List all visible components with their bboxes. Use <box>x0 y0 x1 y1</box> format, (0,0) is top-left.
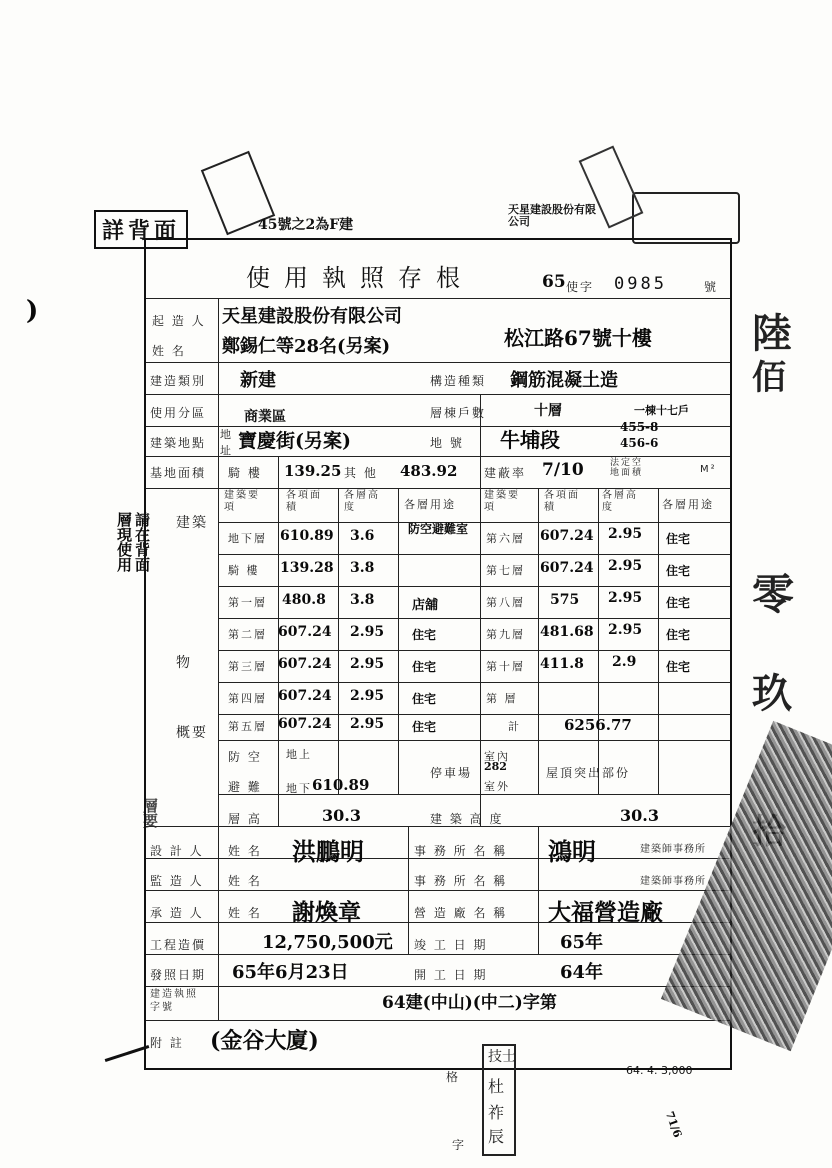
label-location: 建築地點 <box>150 436 207 450</box>
label-designer-name: 姓 名 <box>228 844 262 858</box>
arcade-area: 139.25 <box>284 462 342 480</box>
col-use-2: 各層用途 <box>662 498 714 511</box>
f8-area: 575 <box>550 592 580 608</box>
floor-5: 第五層 <box>228 720 267 733</box>
label-base-area: 基地面積 <box>150 466 207 480</box>
building-height-value: 30.3 <box>620 806 659 825</box>
indoor-parking: 282 <box>484 760 507 773</box>
col-item-2: 建築要項 <box>484 490 520 513</box>
f6-use: 住宅 <box>666 532 691 546</box>
permit-number: 0985 <box>614 274 667 294</box>
zone-value: 商業區 <box>244 409 286 425</box>
f2-use: 住宅 <box>412 628 437 642</box>
floor-9: 第九層 <box>486 628 525 641</box>
lot-no-2: 456-6 <box>620 436 659 450</box>
label-designer-office: 事 務 所 名 稱 <box>414 844 508 858</box>
footer-stamp-3: 祚 <box>488 1103 505 1122</box>
footer-char-1: 格 <box>446 1070 461 1084</box>
number-label: 使字 <box>566 280 595 294</box>
floor-height-value: 30.3 <box>322 806 361 825</box>
builder-address: 松江路67號十樓 <box>504 326 652 350</box>
designer-name: 洪鵬明 <box>292 837 364 866</box>
f9-area: 481.68 <box>540 624 594 640</box>
f2-height: 2.95 <box>350 624 385 640</box>
col-use: 各層用途 <box>404 498 456 511</box>
date-stamp <box>632 192 740 244</box>
label-lot: 地 號 <box>430 436 464 450</box>
builder-company: 天星建設股份有限公司 <box>222 306 402 327</box>
basement-area: 610.89 <box>280 528 334 544</box>
f4-use: 住宅 <box>412 692 437 706</box>
label-contractor-factory: 營 造 廠 名 稱 <box>414 906 508 920</box>
label-cost: 工程造價 <box>150 938 207 952</box>
label-addr-di: 地 <box>220 428 233 441</box>
label-addr-zhi: 址 <box>220 444 233 457</box>
label-contractor-name: 姓 名 <box>228 906 262 920</box>
arcade-row-area: 139.28 <box>280 560 334 576</box>
f2-area: 607.24 <box>278 624 332 640</box>
margin-char-1: 陸 <box>752 310 792 357</box>
basement-use: 防空避難室 <box>408 522 469 536</box>
designer-office: 鴻明 <box>548 837 596 866</box>
label-permit-no: 建造執照字號 <box>150 989 198 1013</box>
structure-value: 鋼筋混凝土造 <box>510 370 618 391</box>
f7-area: 607.24 <box>540 560 594 576</box>
detail-stamp: 詳背面 <box>94 210 188 249</box>
label-supervisor-office: 事 務 所 名 稱 <box>414 874 508 888</box>
label-parking: 停車場 <box>430 766 473 780</box>
label-issue-date: 發照日期 <box>150 968 207 982</box>
cost-value: 12,750,500元 <box>262 932 393 953</box>
label-building-height: 建 築 高 度 <box>430 812 504 826</box>
footer-stamp-2: 杜 <box>488 1077 505 1096</box>
col-area-2: 各項面積 <box>544 490 580 513</box>
margin-char-4: 玖 <box>752 670 792 717</box>
lot-no-1: 455-8 <box>620 420 659 434</box>
side-label-top: 建築 <box>176 515 208 531</box>
f7-height: 2.95 <box>608 558 643 574</box>
label-floor-height: 層 高 <box>228 812 262 826</box>
floor-1: 第一層 <box>228 596 267 609</box>
floor-4: 第四層 <box>228 692 267 705</box>
label-coverage: 建蔽率 <box>484 466 527 480</box>
f5-height: 2.95 <box>350 716 385 732</box>
margin-bracket: ) <box>26 296 39 326</box>
f1-height: 3.8 <box>350 592 375 608</box>
issue-date-value: 65年6月23日 <box>232 962 349 983</box>
label-civil-ground: 地上 <box>286 748 312 761</box>
other-area: 483.92 <box>400 462 458 480</box>
floor-8: 第八層 <box>486 596 525 609</box>
label-outdoor: 室外 <box>484 780 510 793</box>
f10-area: 411.8 <box>540 656 584 672</box>
f3-use: 住宅 <box>412 660 437 674</box>
label-indoor: 室內 <box>484 750 510 763</box>
label-supervisor-name: 姓 名 <box>228 874 262 888</box>
location-address: 寶慶街(另案) <box>238 430 351 452</box>
footer-note: 71/6 <box>662 1109 685 1140</box>
col-area: 各項面積 <box>286 490 322 513</box>
remarks-value: (金谷大廈) <box>210 1028 319 1054</box>
f5-use: 住宅 <box>412 720 437 734</box>
footer-code: 64. 4. 3,000 <box>626 1064 693 1077</box>
footer-char-2: 字 <box>452 1138 467 1152</box>
label-floors: 層棟戶數 <box>430 406 487 420</box>
number-suffix: 號 <box>704 280 719 294</box>
label-category: 建造類別 <box>150 374 207 388</box>
f3-height: 2.95 <box>350 656 385 672</box>
footer-stamp-1: 技士 <box>488 1049 516 1065</box>
f4-height: 2.95 <box>350 688 385 704</box>
label-legal-open: 法定空地面積 <box>610 458 644 478</box>
floor-basement: 地下層 <box>228 532 267 545</box>
contractor-name: 謝煥章 <box>292 899 361 926</box>
builder-person: 鄭錫仁等28名(另案) <box>222 336 391 357</box>
floors-note: 一棟十七戶 <box>634 404 689 417</box>
number-prefix: 65 <box>542 272 566 292</box>
form-title: 使用執照存根 <box>246 264 474 292</box>
floor-10: 第十層 <box>486 660 525 673</box>
f7-use: 住宅 <box>666 564 691 578</box>
label-completion: 竣 工 日 期 <box>414 938 488 952</box>
floor-6: 第六層 <box>486 532 525 545</box>
label-total: 計 <box>508 720 521 733</box>
col-height-2: 各層高度 <box>602 490 638 513</box>
label-name: 姓 名 <box>152 344 186 358</box>
f9-use: 住宅 <box>666 628 691 642</box>
coverage-value: 7/10 <box>542 460 584 480</box>
floor-2: 第二層 <box>228 628 267 641</box>
label-refuge: 避 難 <box>228 780 262 794</box>
label-other: 其 他 <box>344 466 378 480</box>
floor-3: 第三層 <box>228 660 267 673</box>
margin-note-label: 層要 <box>141 798 159 828</box>
arcade-row-height: 3.8 <box>350 560 375 576</box>
label-structure: 構造種類 <box>430 374 487 388</box>
col-item: 建築要項 <box>224 490 260 513</box>
label-zone: 使用分區 <box>150 406 207 420</box>
side-label-bottom: 概要 <box>176 725 208 741</box>
label-designer: 設 計 人 <box>150 844 204 858</box>
col-height: 各層高度 <box>344 490 380 513</box>
pen-stroke <box>105 1045 150 1062</box>
label-arcade: 騎 樓 <box>228 466 262 480</box>
floor-7: 第七層 <box>486 564 525 577</box>
f10-use: 住宅 <box>666 660 691 674</box>
label-rooftop: 屋頂突出部份 <box>546 766 631 780</box>
f6-area: 607.24 <box>540 528 594 544</box>
permit-no-value: 64建(中山)(中二)字第 <box>382 993 557 1013</box>
start-year: 64年 <box>560 962 604 983</box>
margin-note-a: 層現使用 <box>115 512 133 572</box>
margin-char-3: 零 <box>752 570 795 619</box>
margin-note-b: 請在背面 <box>133 512 151 572</box>
label-builder: 起 造 人 <box>152 314 206 328</box>
company-stamp: 天星建設股份有限公司 <box>508 203 596 228</box>
floors-value: 十層 <box>534 403 562 419</box>
label-refuge-ug: 地下 <box>286 782 312 795</box>
footer-stamp-4: 辰 <box>488 1127 505 1146</box>
building-ref: 45號之2為F建 <box>258 217 354 233</box>
basement-height: 3.6 <box>350 528 375 544</box>
floor-arcade: 騎 樓 <box>228 564 260 577</box>
f6-height: 2.95 <box>608 526 643 542</box>
side-label-mid: 物 <box>176 655 192 671</box>
category-value: 新建 <box>240 370 276 391</box>
f1-use: 店舖 <box>412 598 439 613</box>
label-remarks: 附 註 <box>150 1036 184 1050</box>
f5-area: 607.24 <box>278 716 332 732</box>
floor-blank: 第 層 <box>486 692 518 705</box>
label-supervisor-architect: 建築師事務所 <box>640 876 706 887</box>
label-start: 開 工 日 期 <box>414 968 488 982</box>
f8-use: 住宅 <box>666 596 691 610</box>
f4-area: 607.24 <box>278 688 332 704</box>
label-civil: 防 空 <box>228 750 262 764</box>
f9-height: 2.95 <box>608 622 643 638</box>
f1-area: 480.8 <box>282 592 326 608</box>
label-architect-office: 建築師事務所 <box>640 844 706 855</box>
lot-area: 牛埔段 <box>500 428 560 452</box>
f8-height: 2.95 <box>608 590 643 606</box>
contractor-factory: 大福營造廠 <box>548 899 663 926</box>
label-contractor: 承 造 人 <box>150 906 204 920</box>
margin-char-2: 佰 <box>752 358 786 398</box>
f10-height: 2.9 <box>612 654 637 670</box>
label-supervisor: 監 造 人 <box>150 874 204 888</box>
total-area: 6256.77 <box>564 716 632 734</box>
completion-year: 65年 <box>560 932 604 953</box>
f3-area: 607.24 <box>278 656 332 672</box>
unit-legal-open: M² <box>700 464 717 475</box>
refuge-area: 610.89 <box>312 776 370 794</box>
